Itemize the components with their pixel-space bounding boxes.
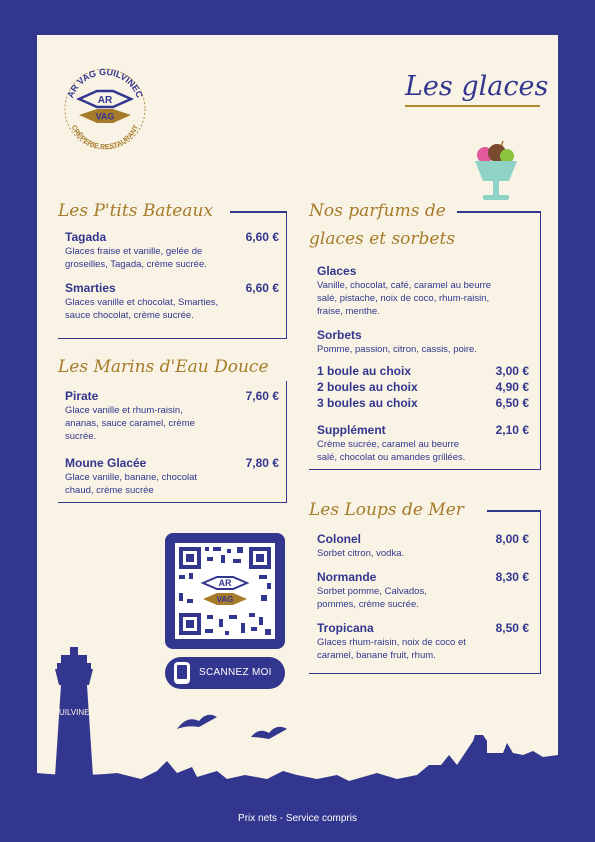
scoop-price: 3,00 €	[495, 364, 529, 378]
item-desc: Sorbet pomme, Calvados,	[317, 586, 427, 597]
item-desc: Glaces fraise et vanille, gelée de	[65, 246, 203, 257]
logo-bottom-text: CRÊPERIE RESTAURANT	[69, 124, 141, 152]
logo-top-text: AR VAG GUILVINEC	[65, 66, 145, 100]
qr-mark-top: AR	[218, 578, 232, 588]
item-desc: Glace vanille, banane, chocolat	[65, 472, 198, 483]
logo-mark-top: AR	[97, 95, 113, 106]
scan-me-label: SCANNEZ MOI	[199, 667, 272, 678]
qr-mark-bottom: VAG	[216, 595, 234, 604]
scoop-label: 1 boule au choix	[317, 364, 412, 378]
item-desc: pommes, crème sucrée.	[317, 599, 419, 610]
item-price: 6,60 €	[245, 230, 279, 244]
menu-page	[37, 35, 558, 807]
section-title-parfums-line1: Nos parfums de	[309, 201, 446, 221]
scoop-label: 2 boules au choix	[317, 380, 418, 394]
item-desc: caramel, banane fruit, rhum.	[317, 650, 436, 661]
item-name: Tagada	[65, 230, 107, 244]
scoop-price: 4,90 €	[495, 380, 529, 394]
section-title-marins: Les Marins d'Eau Douce	[58, 357, 269, 377]
item-desc: chaud, crème sucrée	[65, 485, 154, 496]
item-price: 2,10 €	[495, 423, 529, 437]
item-price: 6,60 €	[245, 281, 279, 295]
item-price: 8,00 €	[495, 532, 529, 546]
item-price: 7,80 €	[245, 456, 279, 470]
item-name: Supplément	[317, 423, 386, 437]
item-desc: Sorbet citron, vodka.	[317, 548, 405, 559]
item-desc: sauce chocolat, crème sucrée.	[65, 310, 194, 321]
item-desc: Glace vanille et rhum-raisin,	[65, 405, 183, 416]
item-desc: Glaces rhum-raisin, noix de coco et	[317, 637, 466, 648]
item-desc: Pomme, passion, citron, cassis, poire.	[317, 344, 477, 355]
item-desc: sucrée.	[65, 431, 97, 442]
item-desc: salé, pistache, noix de coco, rhum-raisin,	[317, 293, 490, 304]
page-title: Les glaces	[405, 71, 549, 102]
harbour-silhouette	[37, 35, 558, 807]
scoop-label: 3 boules au choix	[317, 396, 418, 410]
logo-mark-bottom: VAG	[95, 111, 115, 122]
item-name: Tropicana	[317, 621, 374, 635]
item-price: 8,50 €	[495, 621, 529, 635]
item-name: Smarties	[65, 281, 116, 295]
item-name: Moune Glacée	[65, 456, 147, 470]
item-desc: Crème sucrée, caramel au beurre	[317, 439, 460, 450]
item-desc: groseilles, Tagada, crème sucrée.	[65, 259, 207, 270]
scoop-price: 6,50 €	[495, 396, 529, 410]
item-name: Glaces	[317, 264, 357, 278]
section-title-ptits-bateaux: Les P'tits Bateaux	[58, 201, 214, 221]
item-name: Sorbets	[317, 328, 362, 342]
item-desc: Glaces vanille et chocolat, Smarties,	[65, 297, 219, 308]
item-name: Colonel	[317, 532, 361, 546]
item-name: Normande	[317, 570, 377, 584]
lighthouse-label: GUILVINEC	[52, 708, 96, 717]
item-desc: Vanille, chocolat, café, caramel au beurre	[317, 280, 492, 291]
item-desc: fraise, menthe.	[317, 306, 380, 317]
section-title-parfums-line2: glaces et sorbets	[309, 229, 456, 249]
item-price: 7,60 €	[245, 389, 279, 403]
item-name: Pirate	[65, 389, 99, 403]
item-desc: ananas, sauce caramel, crème	[65, 418, 195, 429]
item-desc: salé, chocolat ou amandes grillées.	[317, 452, 466, 463]
footer-note: Prix nets - Service compris	[238, 813, 357, 824]
section-title-loups: Les Loups de Mer	[309, 500, 464, 520]
item-price: 8,30 €	[495, 570, 529, 584]
